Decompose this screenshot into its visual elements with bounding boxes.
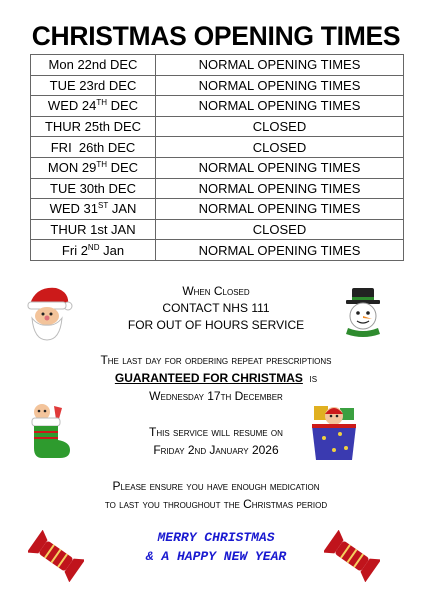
- day-suffix: TH: [96, 98, 107, 108]
- page-title: CHRISTMAS OPENING TIMES: [31, 21, 401, 51]
- day-suffix: TH: [96, 160, 107, 170]
- medication-text-2: to last you throughout the Christmas period: [104, 497, 328, 511]
- schedule-hours: CLOSED: [156, 137, 404, 158]
- day-text: THUR 25th DEC: [44, 119, 142, 135]
- month-text: DEC: [107, 98, 139, 114]
- when-closed-heading: When Closed: [182, 284, 250, 298]
- schedule-hours: NORMAL OPENING TIMES: [156, 55, 404, 76]
- day-text: Fri 2: [61, 242, 88, 258]
- schedule-hours: NORMAL OPENING TIMES: [156, 178, 404, 199]
- schedule-day: [31, 199, 156, 220]
- medication-text-1: Please ensure you have enough medication: [112, 479, 320, 493]
- schedule-hours: NORMAL OPENING TIMES: [156, 199, 404, 220]
- schedule-day: [31, 116, 156, 137]
- schedule-row: [31, 96, 404, 117]
- day-text: THUR 1st JAN: [50, 222, 136, 238]
- schedule-hours: NORMAL OPENING TIMES: [156, 75, 404, 96]
- prescription-deadline-text: The last day for ordering repeat prescriptions: [100, 353, 332, 367]
- christmas-stocking-clipart: [26, 402, 76, 460]
- resume-text: This service will resume on: [149, 425, 283, 439]
- out-of-hours-text: FOR OUT OF HOURS SERVICE: [127, 318, 305, 332]
- schedule-hours: CLOSED: [156, 219, 404, 240]
- month-text: JAN: [108, 201, 137, 217]
- gift-sack-clipart: [306, 404, 362, 462]
- day-text: FRI 26th DEC: [50, 139, 136, 155]
- guaranteed-text: GUARANTEED FOR CHRISTMAS: [114, 371, 303, 385]
- guaranteed-line: [0, 369, 432, 388]
- is-text: is: [309, 371, 318, 385]
- day-text: TUE 23rd DEC: [49, 77, 137, 93]
- opening-times-table: [30, 54, 404, 261]
- schedule-row: [31, 219, 404, 240]
- deadline-date: Wednesday 17th December: [149, 389, 283, 403]
- nhs-contact-text: CONTACT NHS 111: [162, 301, 270, 315]
- greeting-line-2: & A HAPPY NEW YEAR: [145, 549, 287, 564]
- schedule-hours: NORMAL OPENING TIMES: [156, 157, 404, 178]
- resume-date: Friday 2nd January 2026: [153, 443, 279, 457]
- schedule-day: [31, 75, 156, 96]
- month-text: Jan: [99, 242, 125, 258]
- schedule-row: [31, 178, 404, 199]
- schedule-day: [31, 96, 156, 117]
- month-text: DEC: [107, 160, 139, 176]
- greeting-line-1: MERRY CHRISTMAS: [157, 530, 275, 545]
- schedule-row: [31, 157, 404, 178]
- christmas-cracker-clipart: [28, 530, 84, 582]
- schedule-row: [31, 137, 404, 158]
- day-text: WED 24: [47, 98, 97, 114]
- schedule-day: [31, 55, 156, 76]
- day-text: MON 29: [47, 160, 97, 176]
- schedule-row: [31, 55, 404, 76]
- schedule-hours: NORMAL OPENING TIMES: [156, 240, 404, 261]
- schedule-row: [31, 116, 404, 137]
- schedule-row: [31, 240, 404, 261]
- schedule-day: [31, 157, 156, 178]
- christmas-cracker-clipart-right: [324, 530, 380, 582]
- schedule-hours: CLOSED: [156, 116, 404, 137]
- santa-clipart: [22, 284, 74, 342]
- day-suffix: ST: [98, 201, 109, 211]
- schedule-day: [31, 137, 156, 158]
- snowman-clipart: [338, 286, 388, 342]
- day-text: Mon 22nd DEC: [48, 57, 138, 73]
- schedule-day: [31, 178, 156, 199]
- day-text: WED 31: [49, 201, 98, 217]
- day-suffix: ND: [87, 242, 100, 252]
- schedule-hours: NORMAL OPENING TIMES: [156, 96, 404, 117]
- schedule-row: [31, 199, 404, 220]
- schedule-day: [31, 240, 156, 261]
- day-text: TUE 30th DEC: [50, 180, 136, 196]
- schedule-day: [31, 219, 156, 240]
- schedule-row: [31, 75, 404, 96]
